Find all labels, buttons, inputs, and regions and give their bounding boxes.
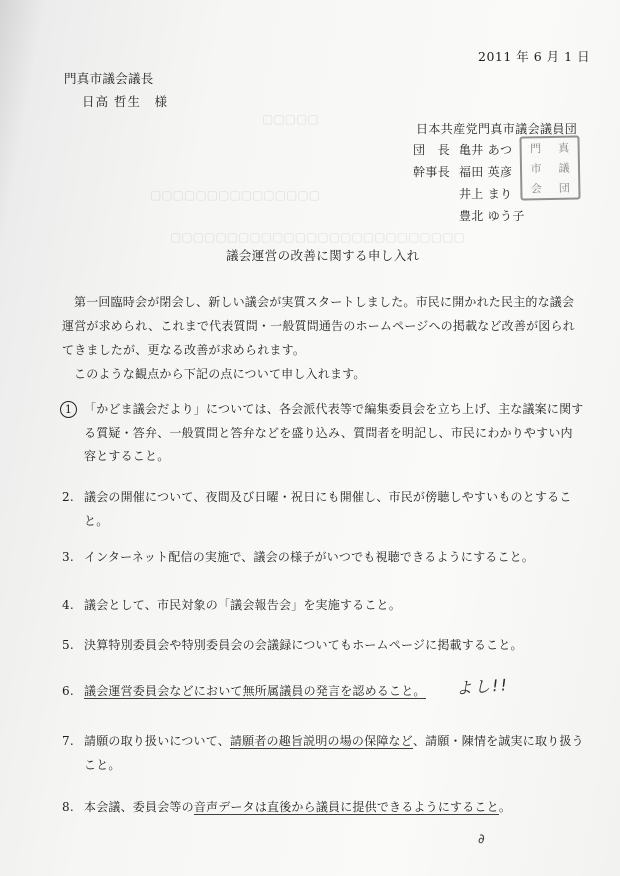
item-text: 本会議、委員会等の音声データは直後から議員に提供できるようにすること。 xyxy=(84,800,512,814)
request-item xyxy=(62,398,584,469)
document-date: 2011 年 6 月 1 日 xyxy=(478,49,591,64)
request-item xyxy=(62,594,584,618)
item-text: 議会として、市民対象の「議会報告会」を実施すること。 xyxy=(84,598,401,612)
recipient-name: 日高 哲生 様 xyxy=(82,94,168,109)
item-number: 8. xyxy=(62,800,74,814)
bleed-through-text: ▢▢▢▢▢▢▢▢▢▢▢▢▢▢▢▢▢▢▢▢▢▢▢▢▢▢ xyxy=(170,230,465,244)
request-item xyxy=(62,634,584,658)
intro-text: 第一回臨時会が閉会し、新しい議会が実質スタートしました。市民に開かれた民主的な議会運営が求められ、これまで代表質問・一般質問通告のホームページへの掲載など改善が図られてきましたが、更なる改善が求められます。 xyxy=(62,295,575,357)
item-text-underlined: 議会運営委員会などにおいて無所属議員の発言を認めること。 xyxy=(84,684,426,698)
item-text: 議会の開催について、夜間及び日曜・祝日にも開催し、市民が傍聴しやすいものとすること。 xyxy=(84,490,572,528)
recipient-title: 門真市議会議長 xyxy=(64,71,154,86)
sender-role: 団 長 xyxy=(413,143,450,157)
intro-text: このような観点から下記の点について申し入れます。 xyxy=(74,367,366,381)
sender-name: 井上 まり xyxy=(459,187,513,201)
sender-member-row xyxy=(459,185,512,202)
bleed-through-text: ▢▢▢▢▢ xyxy=(262,112,319,126)
handwritten-mark: ∂ xyxy=(478,832,485,847)
request-item xyxy=(62,730,584,777)
item-text-underlined: 音声データは直後から議員に提供できるようにすること xyxy=(193,800,499,814)
sender-role: 幹事長 xyxy=(413,165,450,179)
item-text: 決算特別委員会や特別委員会の会議録についてもホームページに掲載すること。 xyxy=(84,638,523,652)
request-item xyxy=(62,486,584,533)
item-number: 4. xyxy=(62,598,74,612)
sender-member-row xyxy=(459,207,525,224)
item-text: インターネット配信の実施で、議会の様子がいつでも視聴できるようにすること。 xyxy=(84,550,535,564)
handwritten-note: よし!! xyxy=(455,675,510,698)
official-seal-stamp: 門 真 市 議 会 団 xyxy=(519,135,580,200)
item-text-underlined: 請願者の趣旨説明の場の保障など xyxy=(229,734,413,748)
item-number: 5. xyxy=(62,638,74,652)
item-text: 請願の取り扱いについて、請願者の趣旨説明の場の保障など、請願・陳情を誠実に取り扱うこと。 xyxy=(84,734,584,772)
bleed-through-text: ▢▢▢▢▢▢▢▢▢▢▢▢▢▢▢ xyxy=(150,188,321,202)
item-number: 7. xyxy=(62,734,74,748)
document-title: 議会運営の改善に関する申し入れ xyxy=(226,248,420,263)
item-text: 「かどま議会だより」については、各会派代表等で編集委員会を立ち上げ、主な議案に関する質疑・答弁、一般質問と答弁などを盛り込み、質問者を明記し、市民にわかりやすい内容とすること。 xyxy=(84,402,584,463)
request-item xyxy=(62,546,584,570)
sender-member-row xyxy=(413,141,512,158)
sender-name: 福田 英彦 xyxy=(459,165,513,179)
intro-paragraph xyxy=(62,290,582,386)
item-number: 3. xyxy=(62,550,74,564)
item-number: 6. xyxy=(62,684,74,698)
item-number: 2. xyxy=(62,490,74,504)
sender-member-row xyxy=(413,163,512,180)
item-number: 1 xyxy=(62,398,77,422)
request-item xyxy=(62,796,584,820)
sender-organization: 日本共産党門真市議会議員団 xyxy=(416,122,578,136)
sender-name: 亀井 あつ xyxy=(459,143,513,157)
sender-name: 豊北 ゆう子 xyxy=(459,209,525,223)
